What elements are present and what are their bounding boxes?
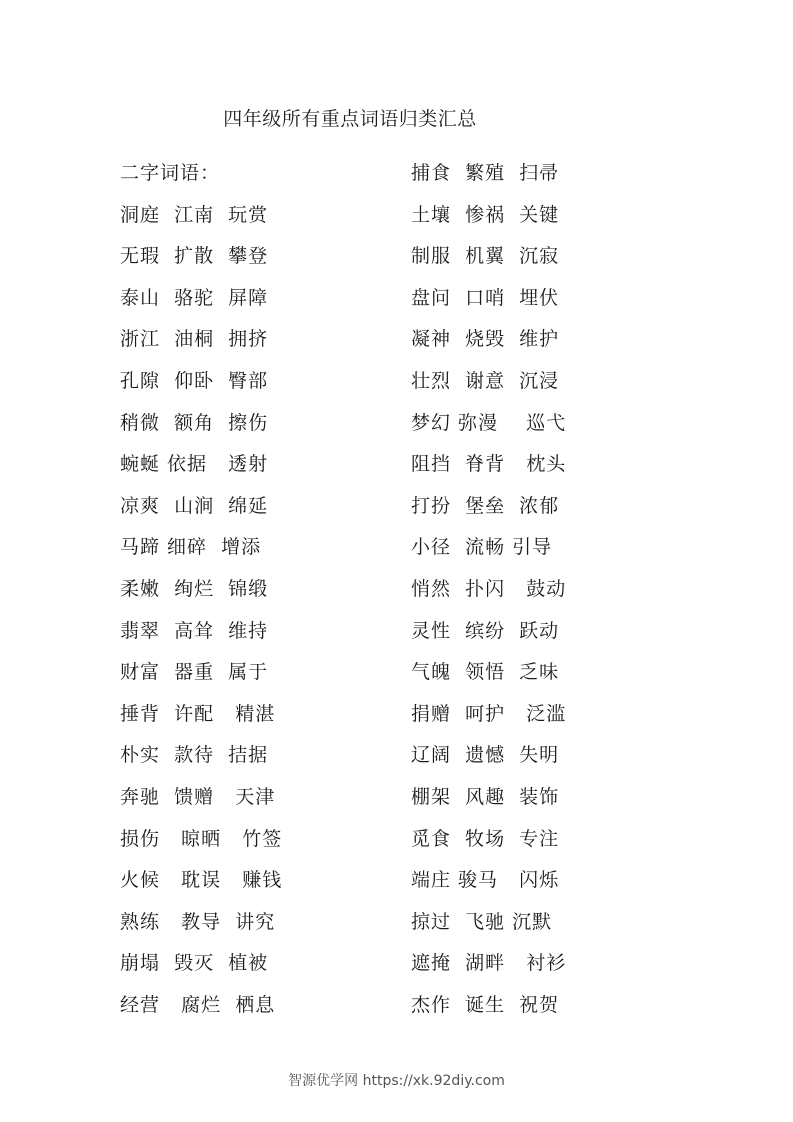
left-row-heading: 二字词语： [120, 162, 221, 184]
left-row: 损伤 晾晒 竹签 [120, 827, 283, 850]
right-row: 悄然 扑闪 鼓动 [411, 577, 567, 600]
right-row: 棚架 风趣 装饰 [411, 785, 560, 808]
left-row: 捶背 许配 精湛 [120, 702, 276, 725]
left-row: 洞庭 江南 玩赏 [120, 203, 269, 226]
right-row: 凝神 烧毁 维护 [411, 328, 560, 351]
right-row: 端庄 骏马 闪烁 [411, 869, 560, 892]
right-row: 盘问 口哨 埋伏 [411, 286, 560, 309]
page-title: 四年级所有重点词语归类汇总 [223, 108, 477, 130]
left-row: 柔嫩 绚烂 锦缎 [120, 577, 269, 600]
right-row: 小径 流畅 引导 [411, 536, 553, 559]
left-row: 财富 器重 属于 [120, 661, 269, 684]
left-row: 崩塌 毁灭 植被 [120, 952, 269, 975]
left-row: 稍微 额角 擦伤 [120, 411, 269, 434]
left-row: 朴实 款待 拮据 [120, 744, 269, 767]
right-row: 灵性 缤纷 跃动 [411, 619, 560, 642]
left-row: 奔驰 馈赠 天津 [120, 785, 276, 808]
right-row: 土壤 惨祸 关键 [411, 203, 560, 226]
footer-watermark: 智源优学网 https://xk.92diy.com [288, 1073, 505, 1089]
left-row: 熟练 教导 讲究 [120, 910, 276, 933]
right-word-column [411, 156, 566, 1029]
right-row: 遮掩 湖畔 衬衫 [411, 952, 567, 975]
right-row: 杰作 诞生 祝贺 [411, 993, 560, 1016]
left-row: 翡翠 高耸 维持 [120, 619, 269, 642]
right-row: 掠过 飞驰 沉默 [411, 910, 553, 933]
left-row: 浙江 油桐 拥挤 [120, 328, 269, 351]
right-row: 阻挡 脊背 枕头 [411, 453, 567, 476]
right-row: 制服 机翼 沉寂 [411, 245, 560, 268]
left-row: 马蹄 细碎 增添 [120, 536, 262, 559]
right-row: 觅食 牧场 专注 [411, 827, 560, 850]
right-row: 梦幻 弥漫 巡弋 [411, 411, 567, 434]
right-row: 壮烈 谢意 沉浸 [411, 369, 560, 392]
right-row: 打扮 堡垒 浓郁 [411, 494, 560, 517]
right-row: 捐赠 呵护 泛滥 [411, 702, 567, 725]
right-row: 辽阔 遗憾 失明 [411, 744, 560, 767]
left-row: 蜿蜒 依据 透射 [120, 453, 269, 476]
left-row: 火候 耽误 赚钱 [120, 869, 283, 892]
left-word-column [120, 156, 282, 1029]
left-row: 无瑕 扩散 攀登 [120, 245, 269, 268]
left-row: 孔隙 仰卧 臀部 [120, 369, 269, 392]
left-row: 泰山 骆驼 屏障 [120, 286, 269, 309]
right-row: 捕食 繁殖 扫帚 [411, 162, 560, 184]
left-row: 凉爽 山涧 绵延 [120, 494, 269, 517]
right-row: 气魄 领悟 乏味 [411, 661, 560, 684]
left-row: 经营 腐烂 栖息 [120, 993, 276, 1016]
